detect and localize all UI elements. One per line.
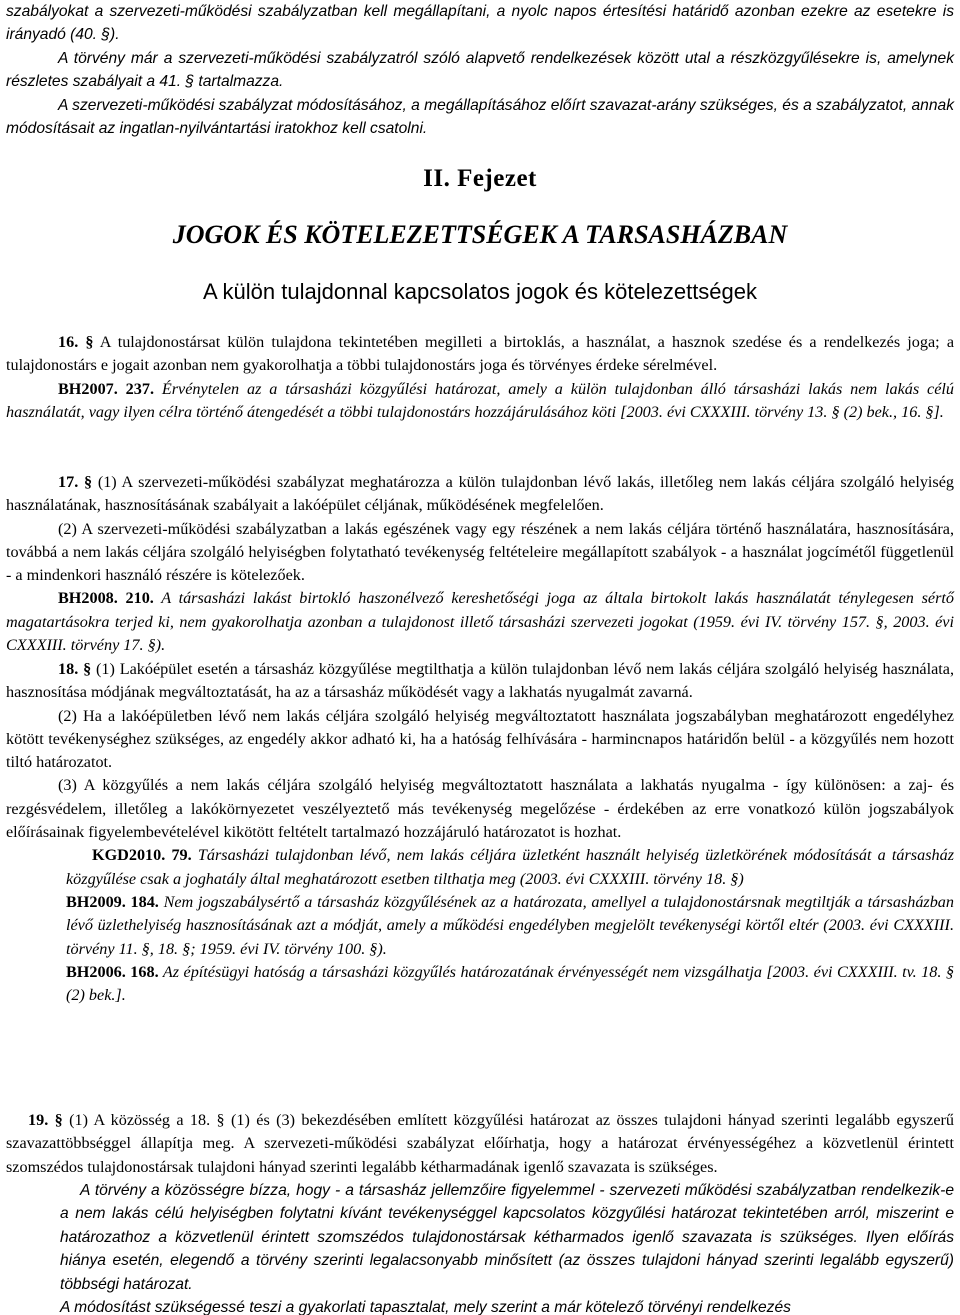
section-19-number: 19. § <box>28 1111 63 1129</box>
section-18-paragraph-3 <box>6 774 954 844</box>
chapter-number: II. Fejezet <box>423 165 537 192</box>
intro-text-1: szabályokat a szervezeti-működési szabályzatban kell megállapítani, a nyolc napos értesítési határidő azonban ezekre az esetekre is irányadó (40. §). <box>6 3 954 44</box>
intro-text-2: A törvény már a szervezeti-működési szabályzatról szóló alapvető rendelkezések között utal a részközgyűlésekre is, amelynek részletes szabályait a 41. § tartalmazza. <box>6 49 954 91</box>
case-ref: BH2007. 237. <box>58 379 154 398</box>
section-18-text-2: (2) Ha a lakóépületben lévő nem lakás céljára szolgáló helyiség megváltoztatott használata jogszabályban meghatározott engedélyhez kötött tevékenységhez szükséges, az engedély akkor adható ki, ha a hatóság felhívására - harmincnapos határidőn belül - a közgyűlés nem hozott tiltó határozatot. <box>6 706 954 772</box>
section-16-paragraph <box>6 331 954 378</box>
commentary-paragraph-2 <box>60 1296 954 1315</box>
case-text: Társasházi tulajdonban lévő, nem lakás céljára üzletként használt helyiség üzletkörének módosítását a társasház közgyűlése csak a joghatály által meghatározott esetben tilthatja meg (2003. évi CXXXIII. törvény 18. §) <box>66 846 954 888</box>
case-text: Az építésügyi hatóság a társasházi közgyűlés határozatának érvényességét nem vizsgálhatja [2003. évi CXXXIII. tv. 18. § (2) bek.]. <box>66 962 954 1005</box>
case-ref: BH2009. 184. <box>66 892 159 911</box>
chapter-subtitle: A külön tulajdonnal kapcsolatos jogok és kötelezettségek <box>202 279 758 304</box>
section-17-paragraph-2 <box>6 518 954 588</box>
section-17-text-2: (2) A szervezeti-működési szabályzatban a lakás egészének vagy egy részének a nem lakás céljára történő használatára, hasznosítására, továbbá a nem lakás céljára szolgáló helyiségben folytatható tevékenység feltételeire megállapított szabályok - a használat jogcímétől függetlenül - a mindenkori használó részére is kötelezőek. <box>6 519 954 585</box>
section-18-paragraph-2 <box>6 705 954 775</box>
intro-paragraph-3 <box>6 94 954 141</box>
section-17-text-1: (1) A szervezeti-működési szabályzat meghatározza a külön tulajdonban lévő lakás, illetőleg nem lakás céljára szolgáló helyiség használatának, hasznosításának szabályait a lakóépület céljának, működésének megfelelően. <box>6 473 954 515</box>
case-bh2007-237 <box>6 378 954 425</box>
section-19-paragraph-1 <box>6 1109 954 1179</box>
section-19-text-1: (1) A közösség a 18. § (1) és (3) bekezdésében említett közgyűlési határozat az összes tulajdoni hányad szerinti legalább egyszerű szavazattöbbséggel állapítja meg. A szervezeti-működési szabályzat előírhatja, hogy a határozat érvényességéhez a közvetlenül érintett szomszédos tulajdonostársak tulajdoni hányad szerinti legalább kétharmadának igenlő szavazata is szükséges. <box>6 1111 955 1176</box>
case-text: Érvénytelen az a társasházi közgyűlési határozat, amely a külön tulajdonban álló társasházi lakás nem lakás célú használatát, vagy ilyen célra történő átengedését a többi tulajdonostárs hozzájárulásához köti [2003. évi CXXXIII. törvény 13. § (2) bek., 16. §]. <box>6 379 954 421</box>
intro-paragraph-1 <box>6 0 954 47</box>
case-bh2006-168 <box>6 961 954 1008</box>
case-ref: KGD2010. 79. <box>92 846 192 865</box>
section-16-text: A tulajdonostársat külön tulajdona tekintetében megilleti a birtoklás, a használat, a hasznok szedése és a rendelkezés joga; a tulajdonostárs e jogait azonban nem gyakorolhatja a többi tulajdonostárs joga és törvényes érdeke sérelmével. <box>6 333 955 375</box>
section-18-text-3: (3) A közgyűlés a nem lakás céljára szolgáló helyiség megváltoztatott használata a lakhatás nyugalma - így különösen: a zaj- és rezgésvédelem, illetőleg a lakókörnyezetet veszélyeztető más tevékenység megelőzése - érdekében az erre vonatkozó külön jogszabályok előírásainak figyelembevételével kikötött feltételt tartalmazó hozzájáruló határozatot is hozhat. <box>6 776 954 842</box>
intro-paragraph-2 <box>6 47 954 94</box>
case-ref: BH2006. 168. <box>66 962 159 981</box>
commentary-text-2: A módosítást szükségessé teszi a gyakorlati tapasztalat, mely szerint a már kötelező törvényi rendelkezés <box>60 1299 791 1315</box>
case-text: Nem jogszabálysértő a társasház közgyűlésének az a határozata, amellyel a tulajdonostársnak megtiltják a társasházban lévő üzlethelyiség hasznosításának azt a módját, amely a működési engedélyben megjelölt tevékenységi körtől eltér (2003. évi CXXXIII. törvény 11. §, 18. §; 1959. évi IV. törvény 100. §). <box>66 892 954 958</box>
case-ref: BH2008. 210. <box>58 589 154 608</box>
intro-section <box>6 0 954 140</box>
section-16-number: 16. § <box>58 333 94 351</box>
section-18-number: 18. § <box>58 660 92 678</box>
section-16 <box>6 331 954 424</box>
chapter-title: JOGOK ÉS KÖTELEZETTSÉGEK A TARSASHÁZBAN <box>172 220 788 249</box>
commentary-section <box>60 1179 954 1315</box>
section-17-number: 17. § <box>58 473 93 491</box>
commentary-text-1b: lacsonyabb minősített (az összes tulajdoni hányad szerinti legalább egyszerű) többségi határozat. <box>60 1252 954 1293</box>
section-17 <box>6 471 954 657</box>
case-text: A társasházi lakást birtokló haszonélvező kereshetőségi joga az általa birtokolt lakás használatát ténylegesen sértő magatartásokra terjed ki, nem gyakorolhatja azonban a tulajdonost illető társasházi szervezeti jogokat (1959. évi IV. törvény 157. §, 2003. évi CXXXIII. törvény 17. §). <box>6 589 954 655</box>
case-bh2009-184 <box>6 891 954 961</box>
section-18-paragraph-1 <box>6 658 954 705</box>
intro-text-3: A szervezeti-működési szabályzat módosításához, a megállapításához előírt szavazat-arány szükséges, és a szabályzatot, annak módosításait az ingatlan-nyilvántartási iratokhoz kell csatolni. <box>6 96 954 138</box>
case-bh2008-210 <box>6 587 954 657</box>
section-18-text-1: (1) Lakóépület esetén a társasház közgyűlése megtilthatja a külön tulajdonban lévő nem lakás céljára szolgáló helyiség használata, hasznosítása módjának megváltoztatását, ha az a társasház működését vagy a lakhatás nyugalmát zavarná. <box>6 660 955 702</box>
commentary-text-1a: A törvény a közösségre bízza, hogy - a társasház jellemzőire figyelemmel - szervezeti működési szabályzatban rendelkezik-e a nem lakás célú helyiségben folytatni kívánt tevékenységgel kapcsolatos közgyűlési határozat tekintetében arról, miszerint e határozathoz a közvetlenül érintett szomszédos tulajdonostársak kétharmados igenlő szavazata is szükséges. Ilyen előírás hiánya esetén, elegendő a törvény szerinti lega <box>60 1182 954 1270</box>
section-18 <box>6 658 954 1007</box>
case-kgd2010-79 <box>6 844 954 891</box>
section-17-paragraph-1 <box>6 471 954 518</box>
section-19 <box>6 1109 954 1179</box>
commentary-paragraph-1 <box>60 1179 954 1296</box>
